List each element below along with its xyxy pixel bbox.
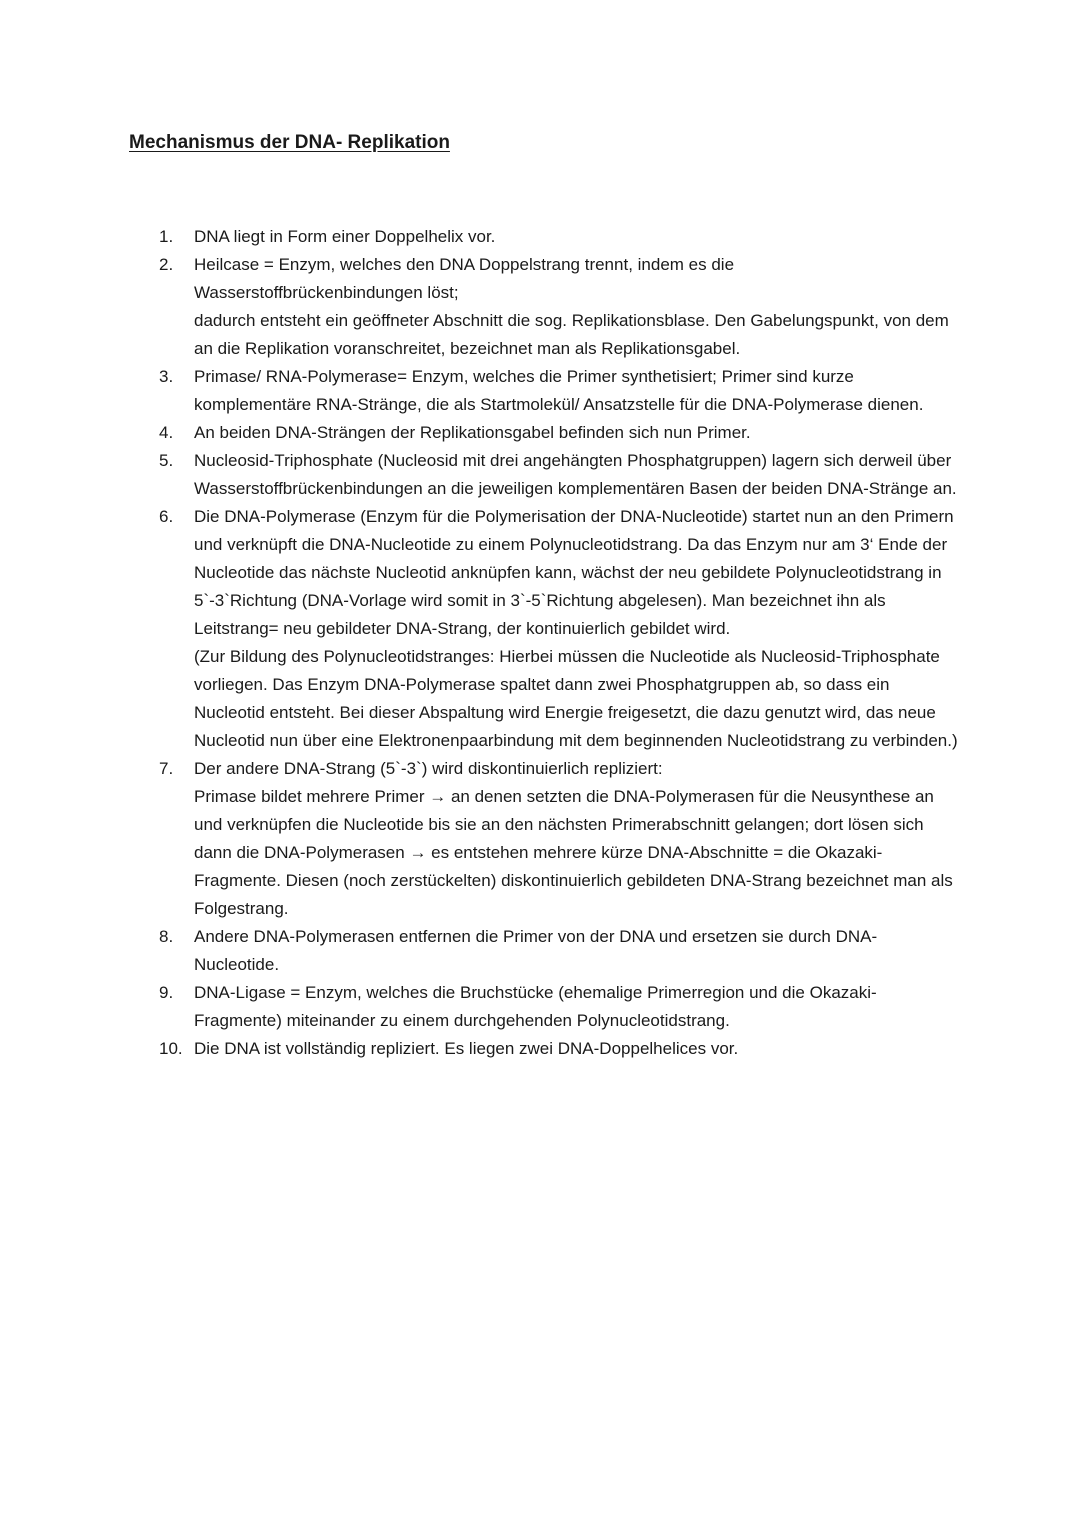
step-paragraph: Primase/ RNA-Polymerase= Enzym, welches die Primer synthetisiert; Primer sind kurze komplementäre RNA-Stränge, die als Startmolekül/ Ansatzstelle für die DNA-Polymerase dienen. xyxy=(194,367,924,414)
page-title: Mechanismus der DNA- Replikation xyxy=(129,132,450,153)
step-number: 7. xyxy=(159,759,174,778)
step-paragraph: dadurch entsteht ein geöffneter Abschnitt die sog. Replikationsblase. Den Gabelungspunkt, von dem an die Replikation voranschreitet, bezeichnet man als Replikationsgabel. xyxy=(194,311,949,358)
step-number: 10. xyxy=(159,1039,183,1058)
list-item xyxy=(159,1035,959,1063)
step-text xyxy=(194,363,959,419)
step-text xyxy=(194,923,959,979)
step-text xyxy=(194,755,959,923)
list-item xyxy=(159,923,959,979)
list-item xyxy=(159,363,959,419)
list-item xyxy=(159,503,959,755)
step-paragraph: (Zur Bildung des Polynucleotidstranges: Hierbei müssen die Nucleotide als Nucleosid-Triphosphate vorliegen. Das Enzym DNA-Polymerase spaltet dann zwei Phosphatgruppen ab, so dass ein Nucleotid entsteht. Bei dieser Abspaltung wird Energie freigesetzt, die dazu genutzt wird, das neue Nucleotid nun über eine Elektronenpaarbindung mit dem beginnenden Nucleotidstrang zu verbinden.) xyxy=(194,647,958,750)
step-number: 9. xyxy=(159,983,174,1002)
step-number: 5. xyxy=(159,451,174,470)
step-number: 3. xyxy=(159,367,174,386)
step-paragraph: Primase bildet mehrere Primer → an denen setzten die DNA-Polymerasen für die Neusynthese an und verknüpfen die Nucleotide bis sie an den nächsten Primerabschnitt gelangen; dort lösen sich dann die DNA-Polymerasen → es entstehen mehrere kürze DNA-Abschnitte = die Okazaki-Fragmente. Diesen (noch zerstückelten) diskontinuierlich gebildeten DNA-Strang bezeichnet man als Folgestrang. xyxy=(194,787,953,918)
step-text xyxy=(194,251,959,363)
list-item xyxy=(159,755,959,923)
list-item xyxy=(159,223,959,251)
replication-steps-list xyxy=(159,223,959,1063)
step-number: 2. xyxy=(159,255,174,274)
step-paragraph: An beiden DNA-Strängen der Replikationsgabel befinden sich nun Primer. xyxy=(194,423,751,442)
step-text xyxy=(194,1035,959,1063)
step-text xyxy=(194,223,959,251)
step-text xyxy=(194,447,959,503)
step-text xyxy=(194,419,959,447)
step-paragraph: Heilcase = Enzym, welches den DNA Doppelstrang trennt, indem es die Wasserstoffbrückenbindungen löst; xyxy=(194,255,735,302)
step-paragraph: Die DNA-Polymerase (Enzym für die Polymerisation der DNA-Nucleotide) startet nun an den Primern und verknüpft die DNA-Nucleotide zu einem Polynucleotidstrang. Da das Enzym nur am 3‘ Ende der Nucleotide das nächste Nucleotid anknüpfen kann, wächst der neu gebildete Polynucleotidstrang in 5`-3`Richtung (DNA-Vorlage wird somit in 3`-5`Richtung abgelesen). Man bezeichnet ihn als Leitstrang= neu gebildeter DNA-Strang, der kontinuierlich gebildet wird. xyxy=(194,507,954,638)
step-text xyxy=(194,979,959,1035)
step-paragraph: DNA liegt in Form einer Doppelhelix vor. xyxy=(194,227,496,246)
step-paragraph: Die DNA ist vollständig repliziert. Es liegen zwei DNA-Doppelhelices vor. xyxy=(194,1039,739,1058)
step-paragraph: Der andere DNA-Strang (5`-3`) wird diskontinuierlich repliziert: xyxy=(194,759,663,778)
step-paragraph: Nucleosid-Triphosphate (Nucleosid mit drei angehängten Phosphatgruppen) lagern sich derweil über Wasserstoffbrückenbindungen an die jeweiligen komplementären Basen der beiden DNA-Stränge an. xyxy=(194,451,957,498)
step-number: 1. xyxy=(159,227,174,246)
step-number: 4. xyxy=(159,423,174,442)
step-number: 6. xyxy=(159,507,174,526)
step-paragraph: Andere DNA-Polymerasen entfernen die Primer von der DNA und ersetzen sie durch DNA-Nucleotide. xyxy=(194,927,878,974)
step-text xyxy=(194,503,959,755)
step-paragraph: DNA-Ligase = Enzym, welches die Bruchstücke (ehemalige Primerregion und die Okazaki-Fragmente) miteinander zu einem durchgehenden Polynucleotidstrang. xyxy=(194,983,877,1030)
list-item xyxy=(159,447,959,503)
list-item xyxy=(159,419,959,447)
step-number: 8. xyxy=(159,927,174,946)
list-item xyxy=(159,979,959,1035)
list-item xyxy=(159,251,959,363)
